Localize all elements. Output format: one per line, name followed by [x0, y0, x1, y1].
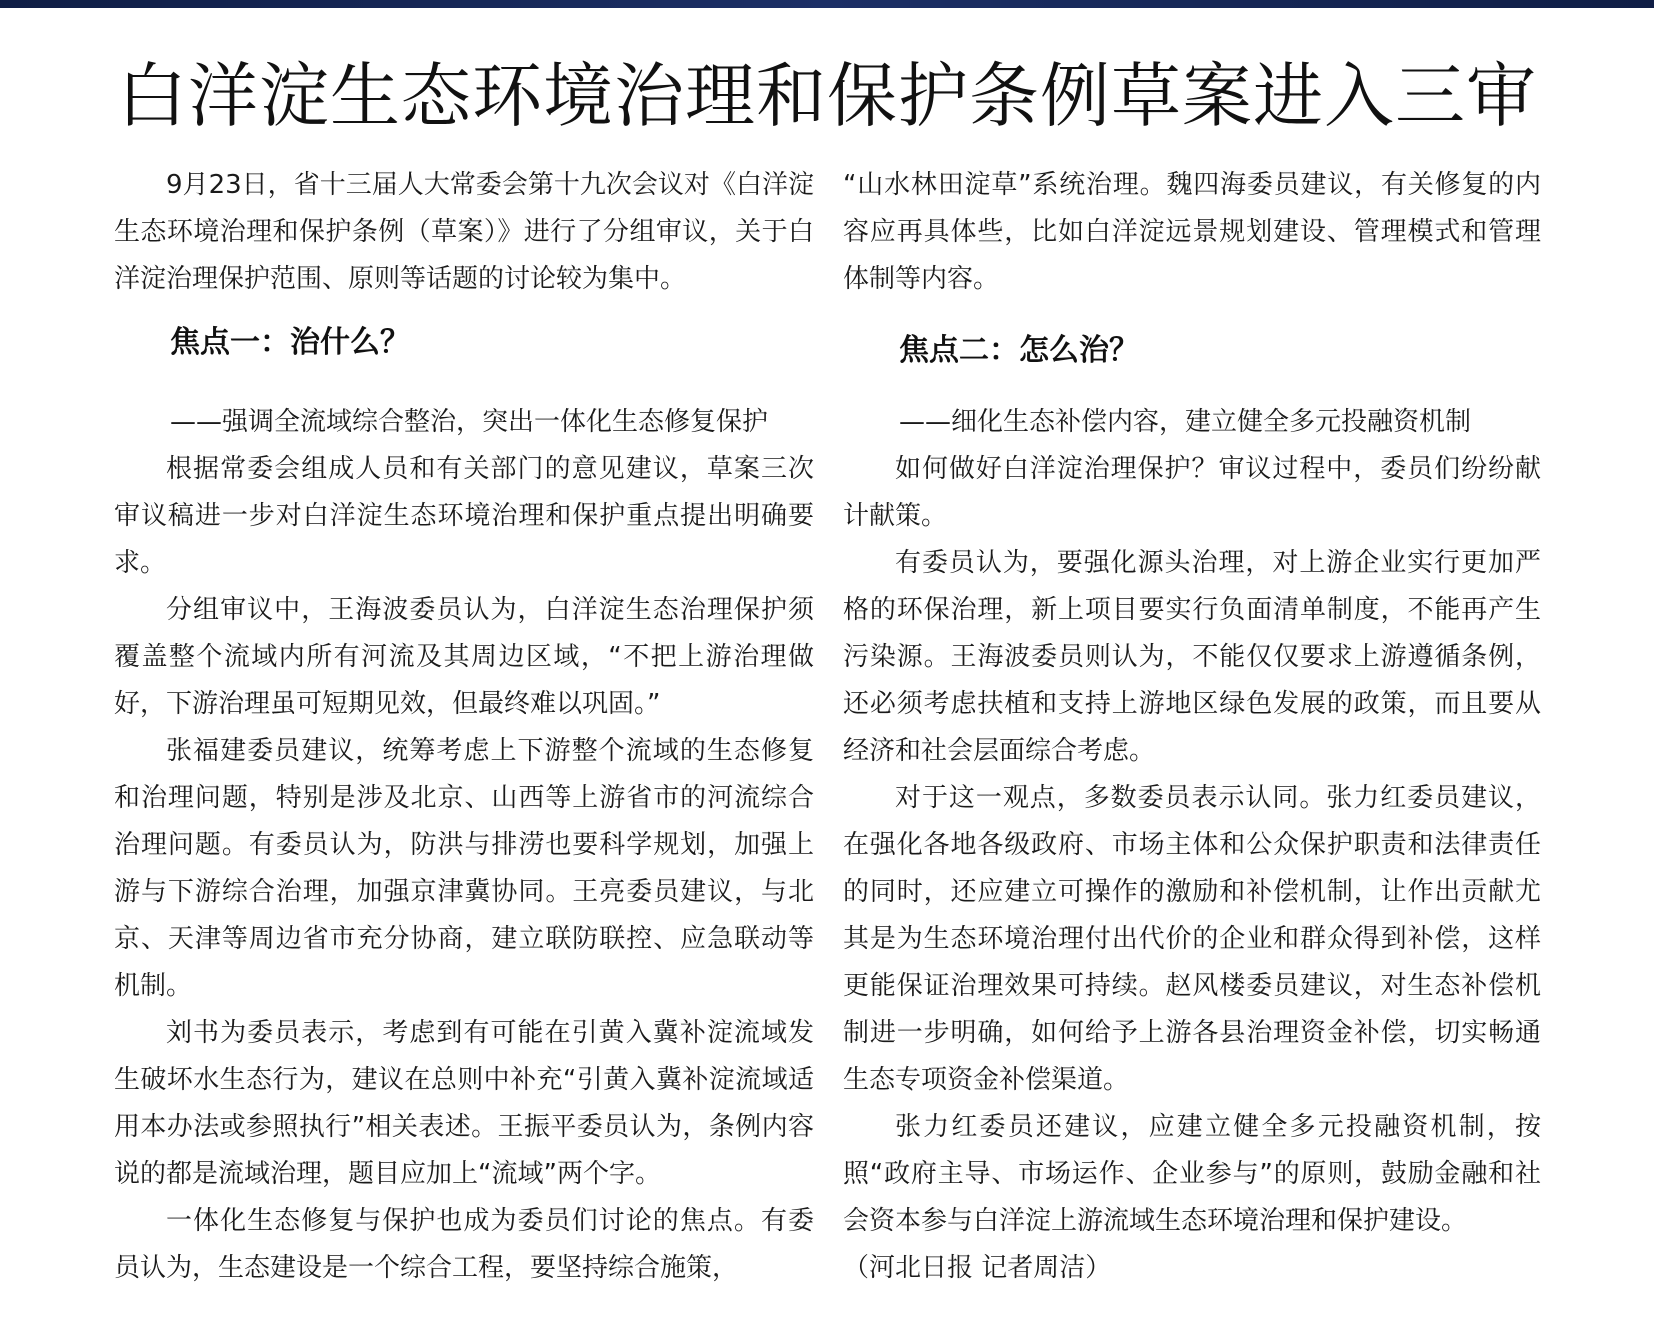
right-column [843, 162, 1541, 1292]
focus-two-subtitle: ——细化生态补偿内容，建立健全多元投融资机制 [899, 407, 1472, 437]
focus-one-subtitle: ——强调全流域综合整治，突出一体化生态修复保护 [170, 407, 769, 437]
focus-two-heading: 焦点二：怎么治？ [899, 333, 1139, 368]
left-column [114, 162, 814, 1292]
focus-one-heading: 焦点一：治什么？ [170, 325, 410, 360]
continuation-paragraph: “山水林田淀草”系统治理。魏四海委员建议，有关修复的内容应再具体些，比如白洋淀远景规划建设、管理模式和管理体制等内容。 [843, 170, 1541, 294]
focus-two-paragraph: 张力红委员还建议，应建立健全多元投融资机制，按照“政府主导、市场运作、企业参与”的原则，鼓励金融和社会资本参与白洋淀上游流域生态环境治理和保护建设。 [843, 1112, 1541, 1236]
byline: （河北日报 记者周洁） [843, 1253, 1112, 1283]
focus-one-paragraph: 根据常委会组成人员和有关部门的意见建议，草案三次审议稿进一步对白洋淀生态环境治理和保护重点提出明确要求。 [114, 454, 814, 578]
focus-one-paragraph: 分组审议中，王海波委员认为，白洋淀生态治理保护须覆盖整个流域内所有河流及其周边区域，“不把上游治理做好，下游治理虽可短期见效，但最终难以巩固。” [114, 595, 814, 719]
focus-two-paragraph: 对于这一观点，多数委员表示认同。张力红委员建议，在强化各地各级政府、市场主体和公众保护职责和法律责任的同时，还应建立可操作的激励和补偿机制，让作出贡献尤其是为生态环境治理付出代价的企业和群众得到补偿，这样更能保证治理效果可持续。赵风楼委员建议，对生态补偿机制进一步明确，如何给予上游各县治理资金补偿，切实畅通生态专项资金补偿渠道。 [843, 783, 1541, 1095]
focus-two-paragraph: 有委员认为，要强化源头治理，对上游企业实行更加严格的环保治理，新上项目要实行负面清单制度，不能再产生污染源。王海波委员则认为，不能仅仅要求上游遵循条例，还必须考虑扶植和支持上游地区绿色发展的政策，而且要从经济和社会层面综合考虑。 [843, 548, 1541, 766]
article-title: 白洋淀生态环境治理和保护条例草案进入三审 [117, 55, 1537, 137]
focus-one-paragraph: 一体化生态修复与保护也成为委员们讨论的焦点。有委员认为，生态建设是一个综合工程，要坚持综合施策， [114, 1206, 814, 1283]
focus-one-paragraph: 张福建委员建议，统筹考虑上下游整个流域的生态修复和治理问题，特别是涉及北京、山西等上游省市的河流综合治理问题。有委员认为，防洪与排涝也要科学规划，加强上游与下游综合治理，加强京津冀协同。王亮委员建议，与北京、天津等周边省市充分协商，建立联防联控、应急联动等机制。 [114, 736, 814, 1001]
top-color-bar [0, 0, 1654, 8]
intro-paragraph: 9月23日，省十三届人大常委会第十九次会议对《白洋淀生态环境治理和保护条例（草案）》进行了分组审议，关于白洋淀治理保护范围、原则等话题的讨论较为集中。 [114, 170, 814, 294]
focus-two-paragraph: 如何做好白洋淀治理保护？审议过程中，委员们纷纷献计献策。 [843, 454, 1541, 531]
focus-one-paragraph: 刘书为委员表示，考虑到有可能在引黄入冀补淀流域发生破坏水生态行为，建议在总则中补充“引黄入冀补淀流域适用本办法或参照执行”相关表述。王振平委员认为，条例内容说的都是流域治理，题目应加上“流域”两个字。 [114, 1018, 814, 1189]
